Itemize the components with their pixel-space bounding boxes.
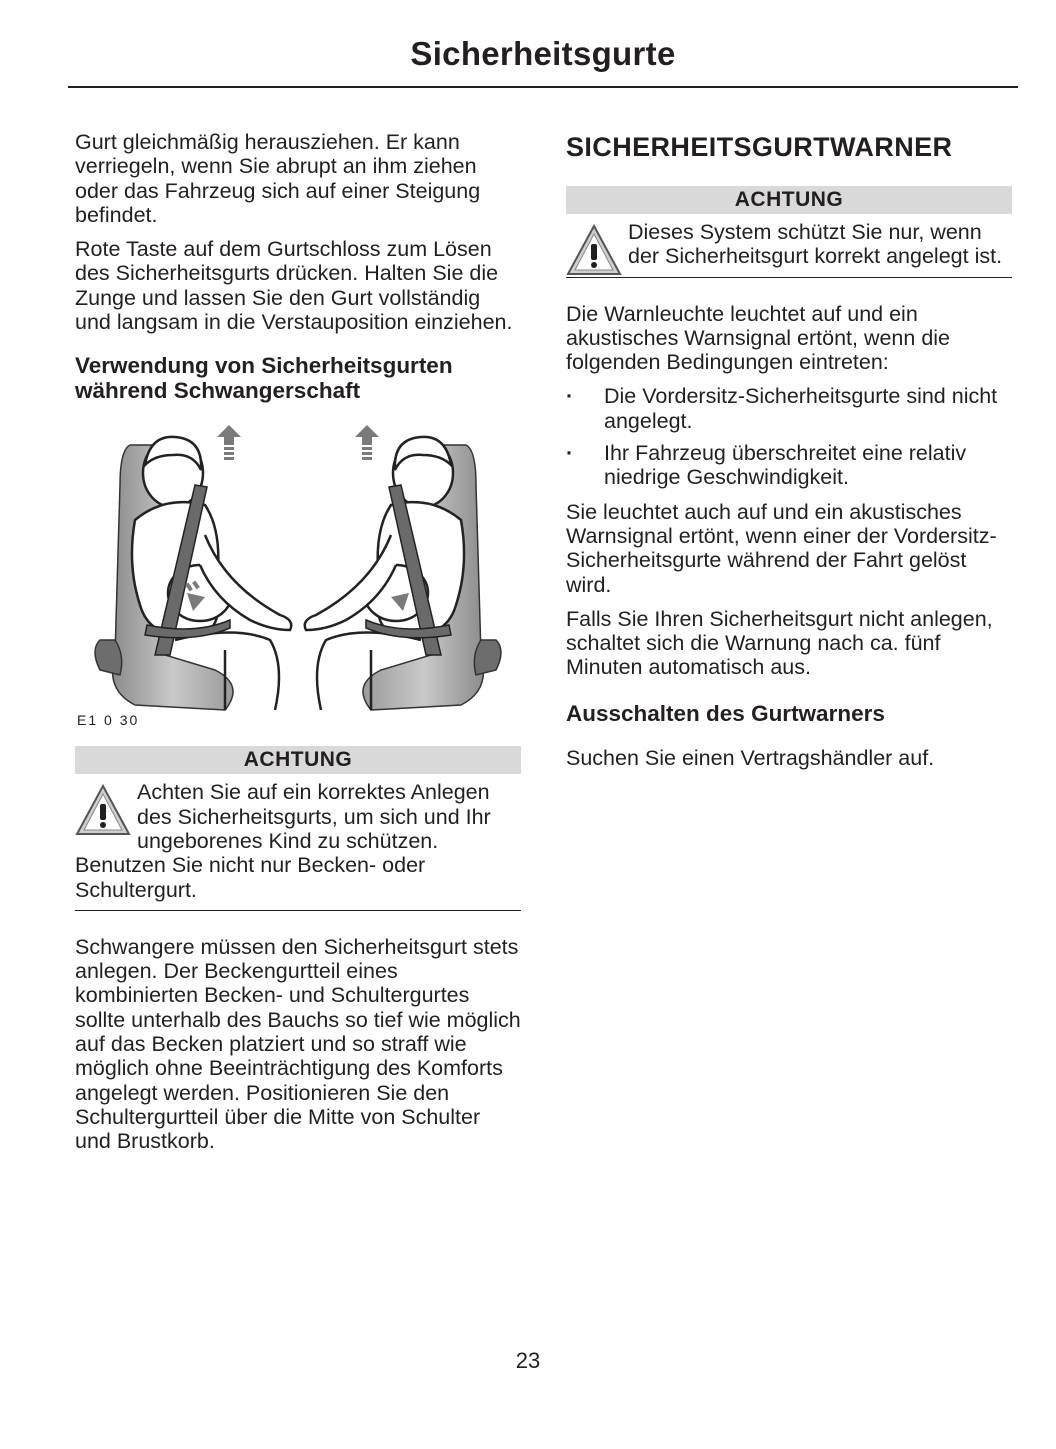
- warning-box-system: [566, 186, 1012, 278]
- page-number: 23: [515, 1348, 541, 1373]
- paragraph-belt-release: Rote Taste auf dem Gurtschloss zum Lösen des Sicherheitsgurts drücken. Halten Sie die Zunge und lassen Sie den Gurt vollständig und langsam in die Verstauposition einziehen.: [75, 237, 513, 335]
- left-column: [75, 130, 521, 1164]
- paragraph-dealer: Suchen Sie einen Vertragshändler auf.: [566, 746, 935, 771]
- paragraph-belt-pull: Gurt gleichmäßig herausziehen. Er kann verriegeln, wenn Sie abrupt an ihm ziehen oder das Fahrzeug sich auf einer Steigung befindet.: [75, 130, 481, 227]
- subheading-disable-warner: Ausschalten des Gurtwarners: [566, 700, 885, 726]
- list-item: · Ihr Fahrzeug überschreitet eine relativ niedrige Geschwindigkeit.: [566, 441, 1012, 490]
- list-item: · Die Vordersitz-Sicherheitsgurte sind nicht angelegt.: [566, 384, 1012, 433]
- conditions-list: [566, 384, 1012, 489]
- warning-label: ACHTUNG: [566, 186, 1012, 214]
- paragraph-release-while-driving: Sie leuchtet auch auf und ein akustisches Warnsignal ertönt, wenn einer der Vordersitz-Sicherheitsgurte während der Fahrt gelöst wird.: [566, 499, 997, 597]
- warning-body: [75, 780, 521, 901]
- right-column: [566, 130, 1012, 781]
- page-header: [68, 30, 1018, 88]
- warning-text: Achten Sie auf ein korrektes Anlegen des Sicherheitsgurts, um sich und Ihr ungeborenes Kind zu schützen. Benutzen Sie nicht nur Becken- oder Schultergurt.: [75, 780, 491, 902]
- warning-label: ACHTUNG: [75, 746, 521, 774]
- warning-text: Dieses System schützt Sie nur, wenn der Sicherheitsgurt korrekt angelegt ist.: [628, 220, 1003, 269]
- warning-box-pregnancy: [75, 746, 521, 910]
- warning-triangle-icon: [75, 782, 131, 838]
- warning-body: [566, 220, 1012, 269]
- warning-triangle-icon: [566, 222, 622, 278]
- left-seated-person: [95, 425, 291, 710]
- pregnant-seatbelt-illustration: [75, 425, 521, 730]
- subheading-pregnancy: Verwendung von Sicherheitsgurten während Schwangerschaft: [75, 353, 453, 403]
- paragraph-warning-light: Die Warnleuchte leuchtet auf und ein akustisches Warnsignal ertönt, wenn die folgenden Bedingungen eintreten:: [566, 301, 951, 375]
- paragraph-pregnant-usage: Schwangere müssen den Sicherheitsgurt stets anlegen. Der Beckengurtteil eines kombinierten Becken- und Schultergurtes sollte unterhalb des Bauchs so tief wie möglich auf das Becken platziert und so straff wie möglich ohne Beeinträchtigung des Komforts angelegt werden. Positionieren Sie den Schultergurtteil über die Mitte von Schulter und Brustkorb.: [75, 934, 521, 1154]
- figure-code: E1 0 30: [77, 712, 140, 729]
- seatbelt-diagram-svg: [75, 425, 521, 730]
- section-title-warner: SICHERHEITSGURTWARNER: [566, 132, 953, 162]
- right-seated-person: [305, 425, 501, 710]
- page-title: Sicherheitsgurte: [410, 35, 676, 72]
- paragraph-auto-off: Falls Sie Ihren Sicherheitsgurt nicht anlegen, schaltet sich die Warnung nach ca. fünf Minuten automatisch aus.: [566, 606, 993, 680]
- arrow-up-icon: [217, 425, 241, 460]
